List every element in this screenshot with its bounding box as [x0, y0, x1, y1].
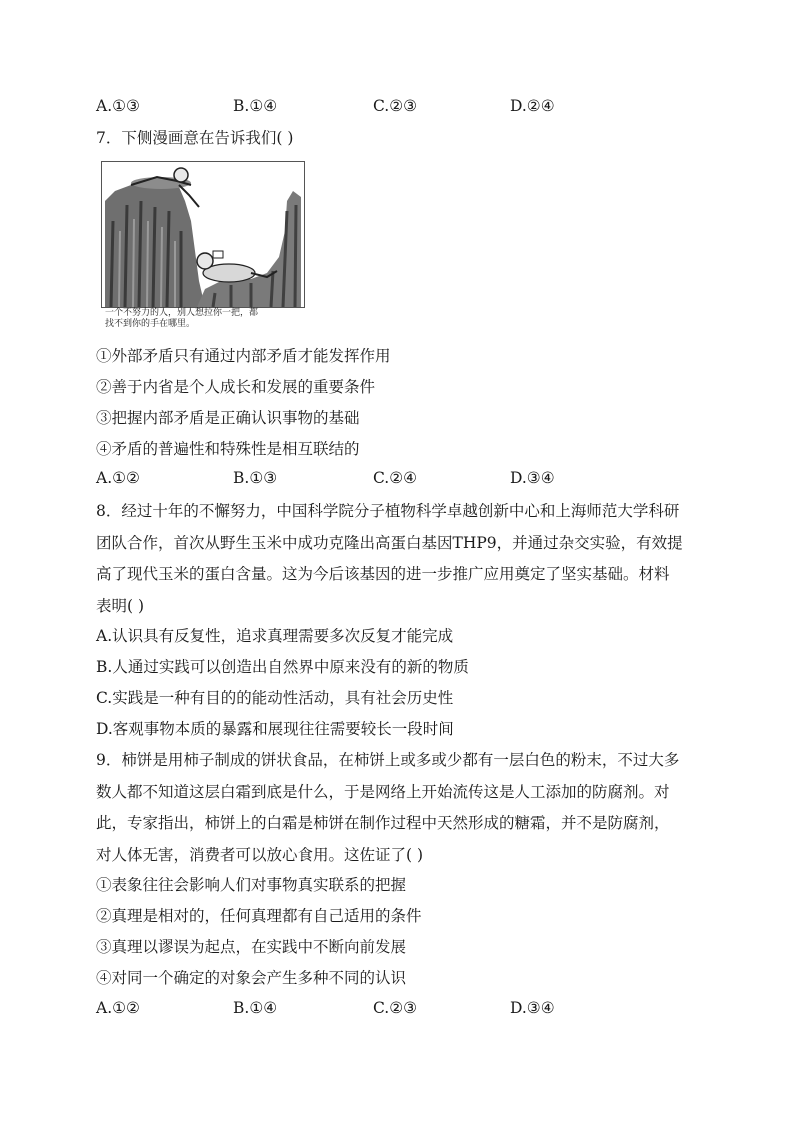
q8-option-b[interactable]: B.人通过实践可以创造出自然界中原来没有的新的物质: [96, 658, 469, 676]
q9-option-b[interactable]: B.①④: [233, 999, 278, 1017]
q8-option-d[interactable]: D.客观事物本质的暴露和展现往往需要较长一段时间: [96, 720, 454, 738]
q6-option-d[interactable]: D.②④: [510, 97, 555, 115]
q7-statement-2: ②善于内省是个人成长和发展的重要条件: [96, 378, 376, 396]
q7-option-d[interactable]: D.③④: [510, 469, 555, 487]
q9-statement-1: ①表象往往会影响人们对事物真实联系的把握: [96, 876, 407, 894]
q8-stem-line-3: 高了现代玉米的蛋白含量。这为今后该基因的进一步推广应用奠定了坚实基础。材料: [96, 565, 670, 583]
q9-statement-3: ③真理以谬误为起点，在实践中不断向前发展: [96, 938, 407, 956]
q7-statement-1: ①外部矛盾只有通过内部矛盾才能发挥作用: [96, 347, 391, 365]
q9-option-a[interactable]: A.①②: [96, 999, 140, 1017]
q9-stem-line-2: 数人都不知道这层白霜到底是什么，于是网络上开始流传这是人工添加的防腐剂。对: [96, 783, 670, 801]
q9-option-c[interactable]: C.②③: [373, 999, 418, 1017]
q7-cartoon-image: [101, 161, 305, 333]
q7-option-c[interactable]: C.②④: [373, 469, 418, 487]
q9-option-d[interactable]: D.③④: [510, 999, 555, 1017]
q9-stem-line-1: 9．柿饼是用柿子制成的饼状食品，在柿饼上或多或少都有一层白色的粉末，不过大多: [96, 751, 680, 769]
q8-stem-line-4: 表明( ): [96, 597, 145, 615]
q7-statement-3: ③把握内部矛盾是正确认识事物的基础: [96, 409, 360, 427]
q6-option-b[interactable]: B.①④: [233, 97, 278, 115]
cartoon-caption-line-2: 找不到你的手在哪里。: [105, 319, 196, 329]
q6-options: [96, 97, 696, 117]
q7-option-a[interactable]: A.①②: [96, 469, 140, 487]
q9-statement-2: ②真理是相对的，任何真理都有自己适用的条件: [96, 907, 422, 925]
q6-option-c[interactable]: C.②③: [373, 97, 418, 115]
q9-options: [96, 999, 696, 1019]
q8-option-a[interactable]: A.认识具有反复性，追求真理需要多次反复才能完成: [96, 627, 454, 645]
q7-stem: 7．下侧漫画意在告诉我们( ): [96, 129, 294, 147]
q9-statement-4: ④对同一个确定的对象会产生多种不同的认识: [96, 969, 407, 987]
q8-stem-line-2: 团队合作，首次从野生玉米中成功克隆出高蛋白基因THP9，并通过杂交实验，有效提: [96, 534, 683, 552]
q6-option-a[interactable]: A.①③: [96, 97, 140, 115]
q9-stem-line-3: 此，专家指出，柿饼上的白霜是柿饼在制作过程中天然形成的糖霜，并不是防腐剂，: [96, 814, 670, 832]
q7-options: [96, 469, 696, 489]
q7-statement-4: ④矛盾的普遍性和特殊性是相互联结的: [96, 440, 360, 458]
q8-stem-line-1: 8．经过十年的不懈努力，中国科学院分子植物科学卓越创新中心和上海师范大学科研: [96, 502, 680, 520]
q9-stem-line-4: 对人体无害，消费者可以放心食用。这佐证了( ): [96, 846, 424, 864]
q7-option-b[interactable]: B.①③: [233, 469, 278, 487]
cartoon-caption-line-1: 一个不努力的人，别人想拉你一把，都: [105, 308, 259, 318]
q8-option-c[interactable]: C.实践是一种有目的的能动性活动，具有社会历史性: [96, 689, 454, 707]
